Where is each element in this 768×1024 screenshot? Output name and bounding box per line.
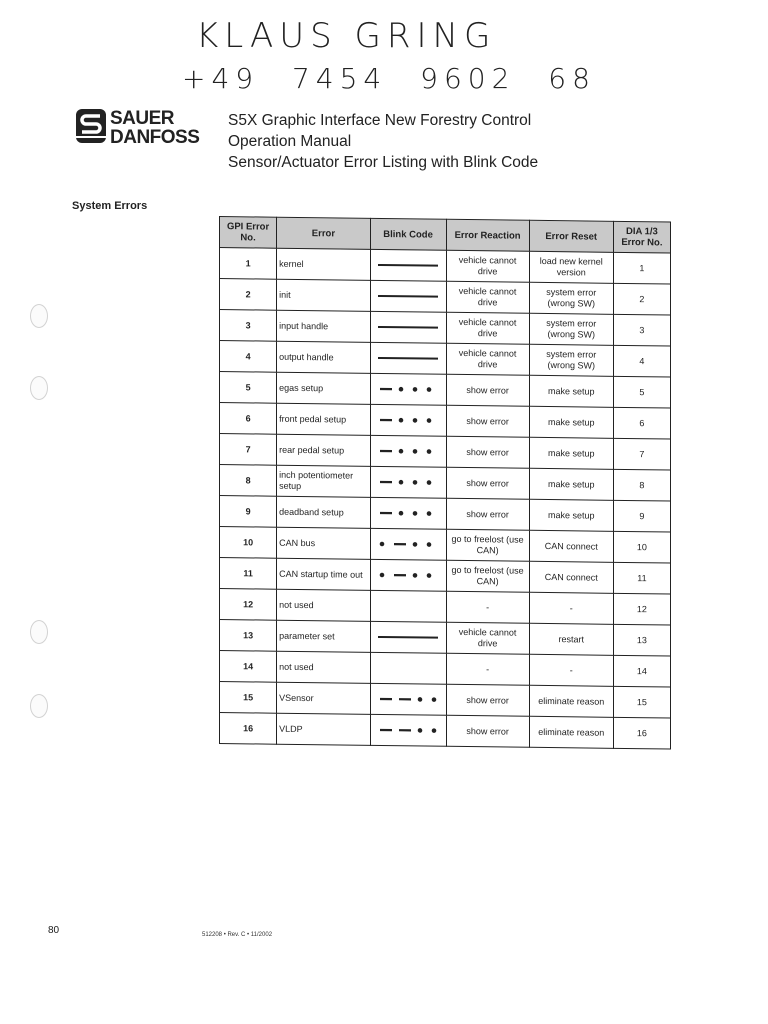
error-reset: make setup — [529, 406, 613, 438]
error-name: rear pedal setup — [277, 434, 371, 466]
error-name: kernel — [277, 248, 371, 280]
error-reset: system error (wrong SW) — [529, 313, 613, 345]
blink-code-icon — [376, 321, 440, 334]
error-reset: - — [529, 592, 613, 624]
blink-code-icon — [376, 259, 440, 272]
table-row — [220, 713, 671, 750]
blink-code-icon — [376, 538, 440, 551]
punch-hole — [30, 376, 48, 400]
error-name: input handle — [277, 310, 371, 342]
error-reset: - — [529, 654, 613, 686]
handwritten-phone: +49 7454 9602 68 — [182, 62, 596, 95]
dia-error-number: 16 — [613, 717, 670, 749]
error-reaction: show error — [446, 436, 529, 468]
blink-code — [370, 280, 446, 312]
blink-code — [370, 714, 446, 746]
col-header-error-reaction: Error Reaction — [446, 219, 529, 251]
dia-error-number: 15 — [613, 686, 670, 718]
document-reference: 512208 • Rev. C • 11/2002 — [202, 932, 273, 938]
blink-code-icon — [376, 476, 440, 489]
error-reset: CAN connect — [529, 561, 613, 593]
col-header-gpi: GPI Error No. — [220, 217, 277, 249]
error-name: egas setup — [277, 372, 371, 404]
error-reset: load new kernel version — [529, 251, 613, 283]
error-reaction: show error — [446, 405, 529, 437]
blink-code — [370, 435, 446, 467]
error-name: not used — [277, 651, 371, 683]
blink-code-icon — [376, 631, 440, 644]
document-title-block — [228, 110, 538, 173]
gpi-error-number: 2 — [220, 279, 277, 311]
col-header-error-reset: Error Reset — [529, 220, 613, 252]
col-header-error: Error — [277, 217, 371, 249]
error-name: VLDP — [277, 713, 371, 745]
error-name: init — [277, 279, 371, 311]
error-reset: CAN connect — [529, 530, 613, 562]
gpi-error-number: 16 — [220, 713, 277, 745]
gpi-error-number: 13 — [220, 620, 277, 652]
gpi-error-number: 4 — [220, 341, 277, 373]
error-reset: system error (wrong SW) — [529, 282, 613, 314]
gpi-error-number: 10 — [220, 527, 277, 559]
logo-s-mark-icon — [74, 106, 110, 146]
error-name: output handle — [277, 341, 371, 373]
dia-error-number: 7 — [613, 438, 670, 470]
gpi-error-number: 9 — [220, 496, 277, 528]
blink-code-icon — [376, 507, 440, 520]
error-name: front pedal setup — [277, 403, 371, 435]
dia-error-number: 5 — [613, 376, 670, 408]
dia-error-number: 12 — [613, 593, 670, 625]
error-name: VSensor — [277, 682, 371, 714]
error-reaction: go to freelost (use CAN) — [446, 529, 529, 561]
dia-error-number: 10 — [613, 531, 670, 563]
gpi-error-number: 1 — [220, 248, 277, 280]
gpi-error-number: 5 — [220, 372, 277, 404]
title-line: S5X Graphic Interface New Forestry Control — [228, 112, 532, 129]
logo-text-sauer: SAUER — [110, 108, 175, 129]
dia-error-number: 1 — [613, 252, 670, 284]
error-name: inch potentiometer setup — [277, 465, 371, 497]
blink-code-icon — [376, 445, 440, 458]
gpi-error-number: 12 — [220, 589, 277, 621]
dia-error-number: 13 — [613, 624, 670, 656]
blink-code — [370, 590, 446, 622]
error-name: CAN startup time out — [277, 558, 371, 590]
blink-code — [370, 342, 446, 374]
blink-code-icon — [376, 724, 440, 737]
error-reaction: show error — [446, 467, 529, 499]
blink-code — [370, 466, 446, 498]
error-table — [219, 216, 671, 750]
blink-code — [370, 311, 446, 343]
blink-code — [370, 373, 446, 405]
error-reset: system error (wrong SW) — [529, 344, 613, 376]
blink-code-icon — [376, 352, 440, 365]
dia-error-number: 4 — [613, 345, 670, 377]
error-name: not used — [277, 589, 371, 621]
punch-hole — [30, 304, 48, 328]
error-reaction: go to freelost (use CAN) — [446, 560, 529, 592]
dia-error-number: 14 — [613, 655, 670, 687]
blink-code — [370, 621, 446, 653]
page-number: 80 — [48, 925, 60, 936]
dia-error-number: 8 — [613, 469, 670, 501]
dia-error-number: 3 — [613, 314, 670, 346]
blink-code — [370, 404, 446, 436]
gpi-error-number: 14 — [220, 651, 277, 683]
punch-hole — [30, 694, 48, 718]
error-reaction: vehicle cannot drive — [446, 622, 529, 654]
blink-code-icon — [376, 600, 440, 613]
subtitle-line: Operation Manual — [228, 133, 352, 150]
blink-code — [370, 497, 446, 529]
blink-code — [370, 528, 446, 560]
blink-code-icon — [376, 569, 440, 582]
error-name: parameter set — [277, 620, 371, 652]
blink-code-icon — [376, 290, 440, 303]
gpi-error-number: 11 — [220, 558, 277, 590]
dia-error-number: 9 — [613, 500, 670, 532]
error-reset: restart — [529, 623, 613, 655]
error-reset: make setup — [529, 437, 613, 469]
logo-text-danfoss: DANFOSS — [110, 127, 200, 148]
blink-code — [370, 559, 446, 591]
error-reaction: vehicle cannot drive — [446, 281, 529, 313]
error-reaction: vehicle cannot drive — [446, 250, 529, 282]
gpi-error-number: 8 — [220, 465, 277, 497]
blink-code — [370, 652, 446, 684]
error-reset: make setup — [529, 468, 613, 500]
error-reaction: vehicle cannot drive — [446, 343, 529, 375]
gpi-error-number: 15 — [220, 682, 277, 714]
subtitle-line: Sensor/Actuator Error Listing with Blink Code — [228, 154, 539, 171]
gpi-error-number: 6 — [220, 403, 277, 435]
error-name: deadband setup — [277, 496, 371, 528]
blink-code-icon — [376, 693, 440, 706]
gpi-error-number: 7 — [220, 434, 277, 466]
punch-hole — [30, 620, 48, 644]
dia-error-number: 6 — [613, 407, 670, 439]
error-reset: make setup — [529, 499, 613, 531]
error-reset: make setup — [529, 375, 613, 407]
error-reaction: - — [446, 591, 529, 623]
blink-code-icon — [376, 662, 440, 675]
error-reaction: - — [446, 653, 529, 685]
handwritten-name: KLAUS GRING — [196, 16, 497, 56]
dia-error-number: 2 — [613, 283, 670, 315]
blink-code — [370, 249, 446, 281]
dia-error-number: 11 — [613, 562, 670, 594]
blink-code-icon — [376, 414, 440, 427]
blink-code-icon — [376, 383, 440, 396]
error-name: CAN bus — [277, 527, 371, 559]
error-reset: eliminate reason — [529, 685, 613, 717]
section-title: System Errors — [72, 200, 148, 212]
error-reaction: show error — [446, 498, 529, 530]
error-reaction: show error — [446, 715, 529, 747]
col-header-blink-code: Blink Code — [370, 218, 446, 250]
gpi-error-number: 3 — [220, 310, 277, 342]
blink-code — [370, 683, 446, 715]
col-header-dia: DIA 1/3 Error No. — [613, 221, 670, 253]
error-reaction: show error — [446, 684, 529, 716]
error-reaction: vehicle cannot drive — [446, 312, 529, 344]
table-body — [220, 248, 671, 750]
error-reset: eliminate reason — [529, 716, 613, 748]
error-reaction: show error — [446, 374, 529, 406]
sauer-danfoss-logo — [74, 106, 224, 150]
